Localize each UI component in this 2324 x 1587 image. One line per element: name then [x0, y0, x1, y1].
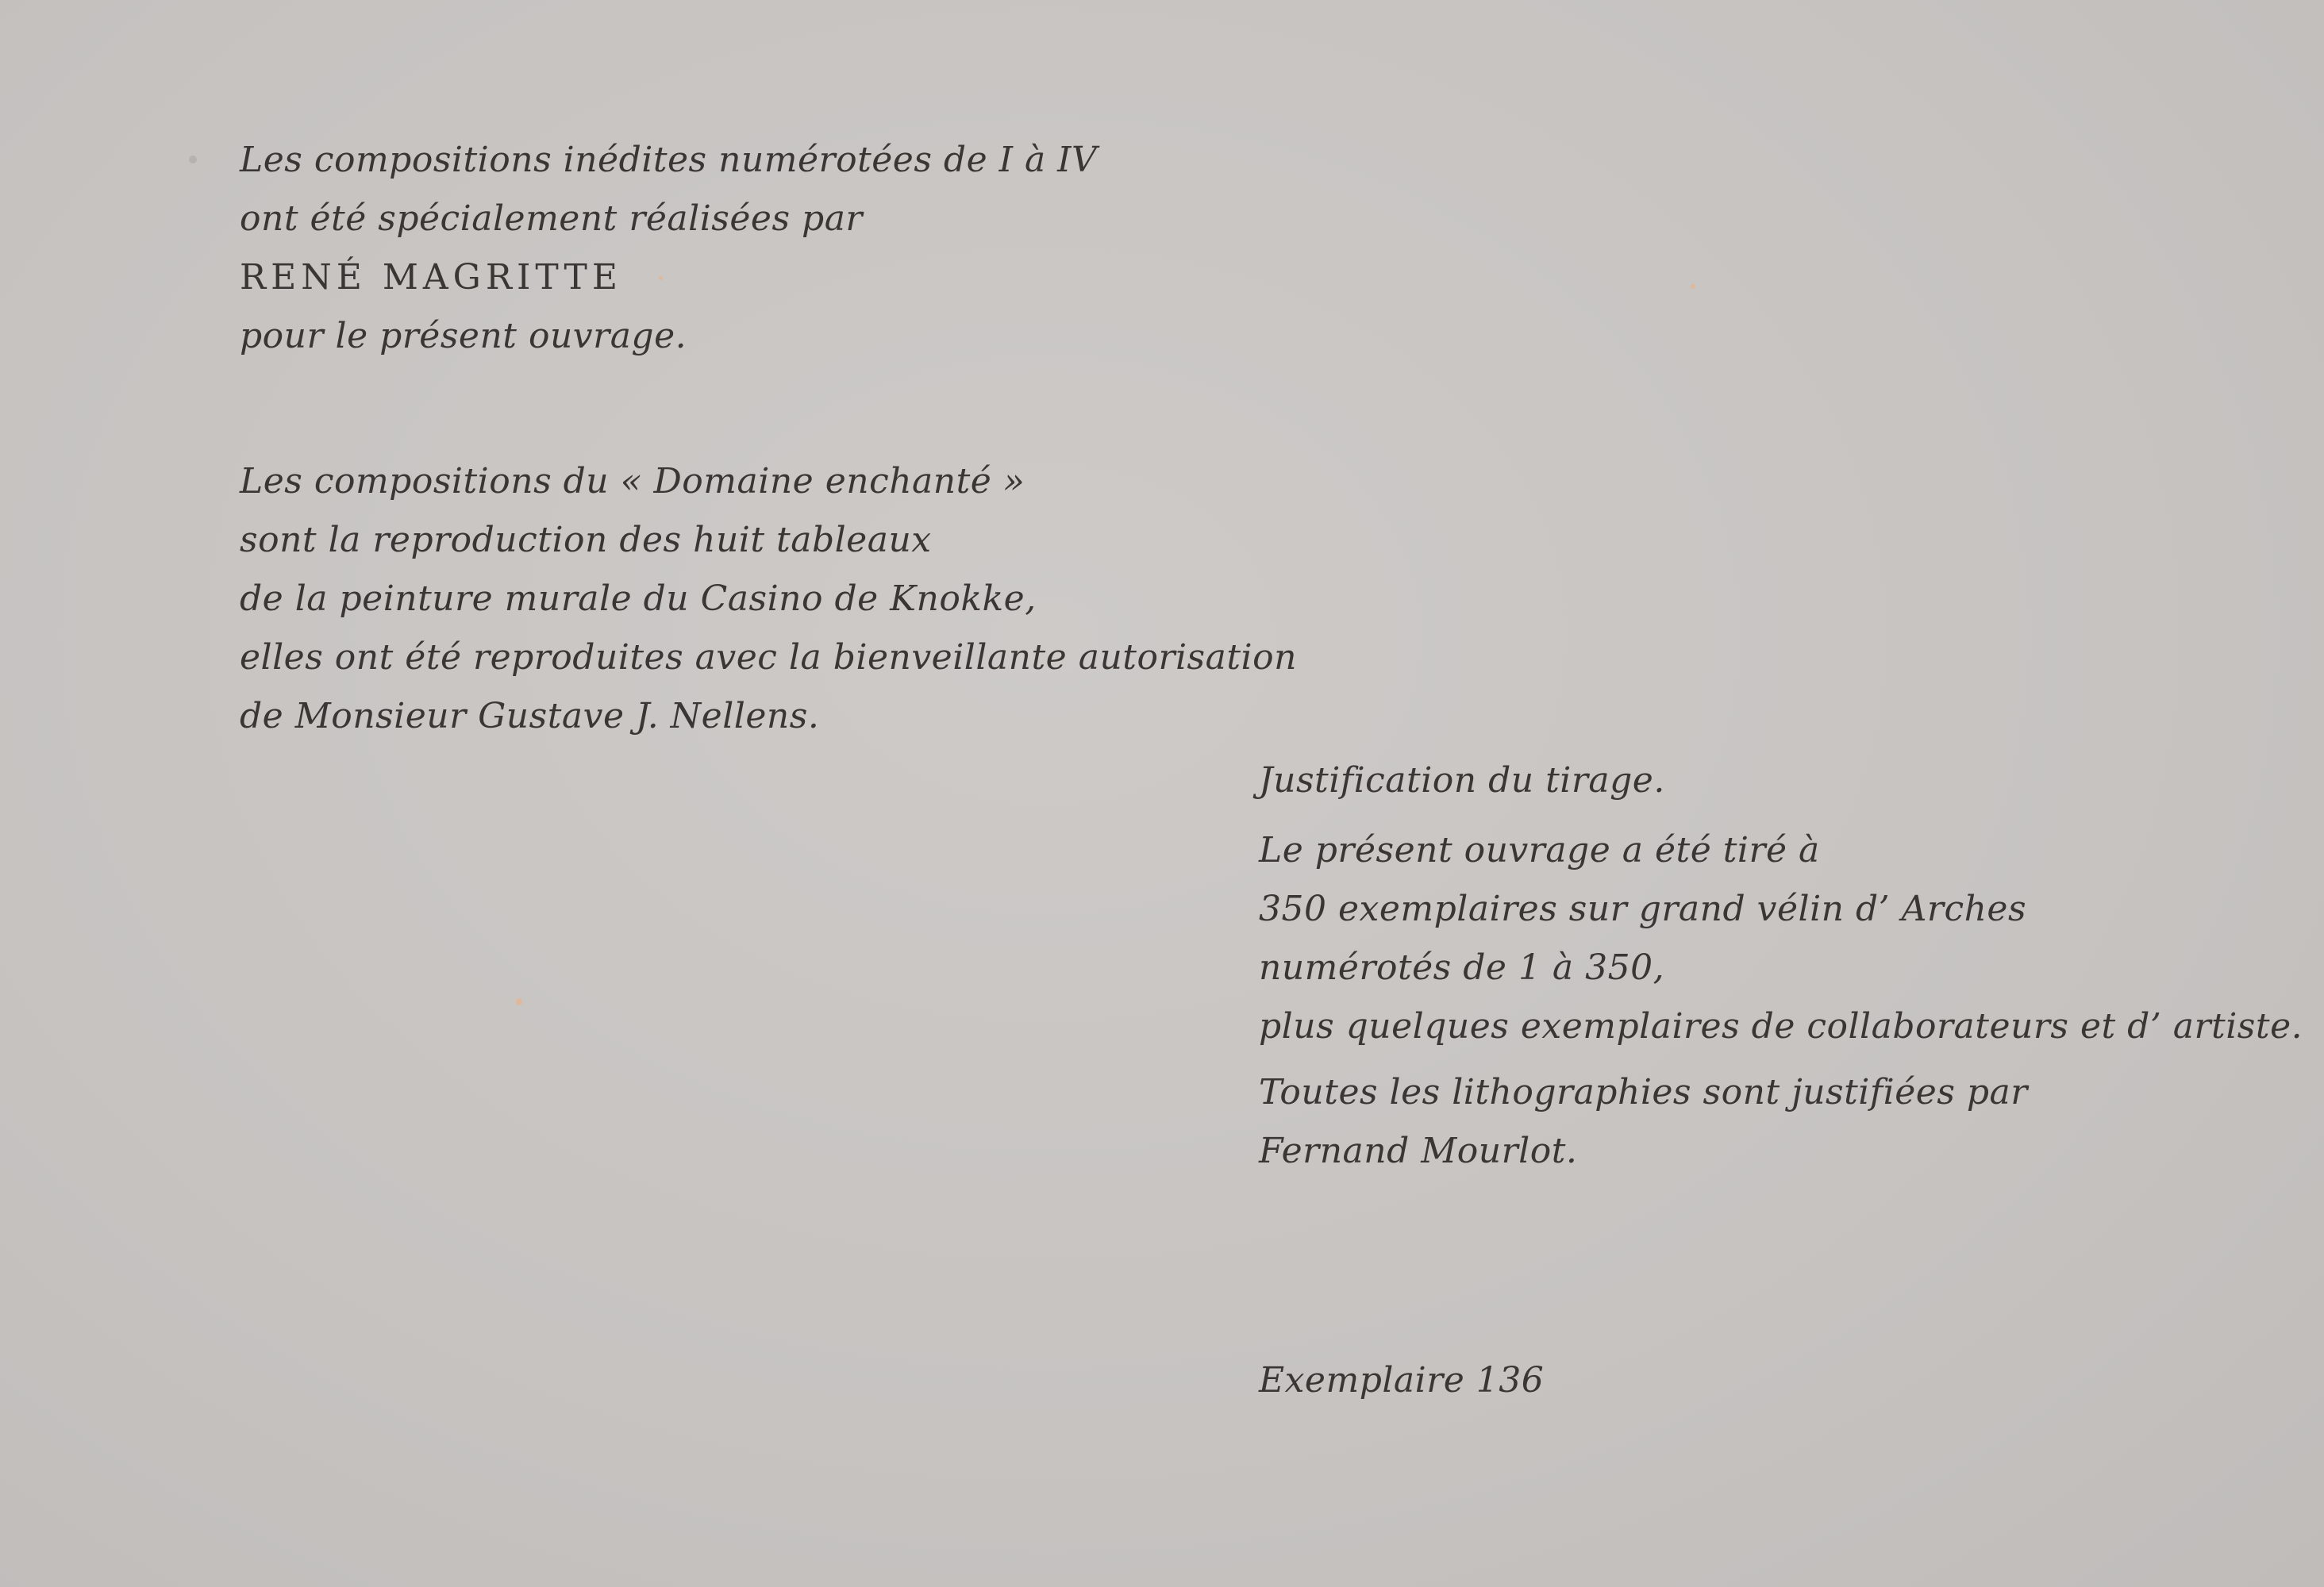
- huit-tableaux-line: sont la reproduction des huit tableaux: [240, 520, 932, 560]
- paper-speck: [1691, 284, 1695, 289]
- mourlot-line: Fernand Mourlot.: [1259, 1131, 1578, 1171]
- paper-speck: [659, 276, 663, 280]
- compositions-inedites-line: Les compositions inédites numérotées de I à IV: [240, 140, 1098, 180]
- domaine-enchante-line: Les compositions du « Domaine enchanté »: [240, 461, 1025, 501]
- copy-number: Exemplaire 136: [1259, 1360, 1545, 1401]
- tirage-line: Le présent ouvrage a été tiré à: [1259, 830, 1820, 870]
- autorisation-line: elles ont été reproduites avec la bienveillante autorisation: [240, 637, 1297, 678]
- paper-speck: [189, 156, 197, 163]
- nellens-line: de Monsieur Gustave J. Nellens.: [240, 696, 820, 736]
- exemplaires-arches-line: 350 exemplaires sur grand vélin d’ Arches: [1259, 889, 2027, 929]
- paper-speck: [516, 998, 522, 1005]
- casino-knokke-line: de la peinture murale du Casino de Knokke,: [240, 578, 1037, 619]
- lithographies-line: Toutes les lithographies sont justifiées par: [1259, 1072, 2028, 1112]
- realisees-par-line: ont été spécialement réalisées par: [240, 198, 863, 239]
- justification-heading: Justification du tirage.: [1259, 760, 1665, 801]
- present-ouvrage-line: pour le présent ouvrage.: [240, 316, 687, 356]
- artist-name: RENÉ MAGRITTE: [240, 257, 622, 298]
- collaborateurs-line: plus quelques exemplaires de collaborateurs et d’ artiste.: [1259, 1006, 2303, 1047]
- numerotes-line: numérotés de 1 à 350,: [1259, 947, 1665, 988]
